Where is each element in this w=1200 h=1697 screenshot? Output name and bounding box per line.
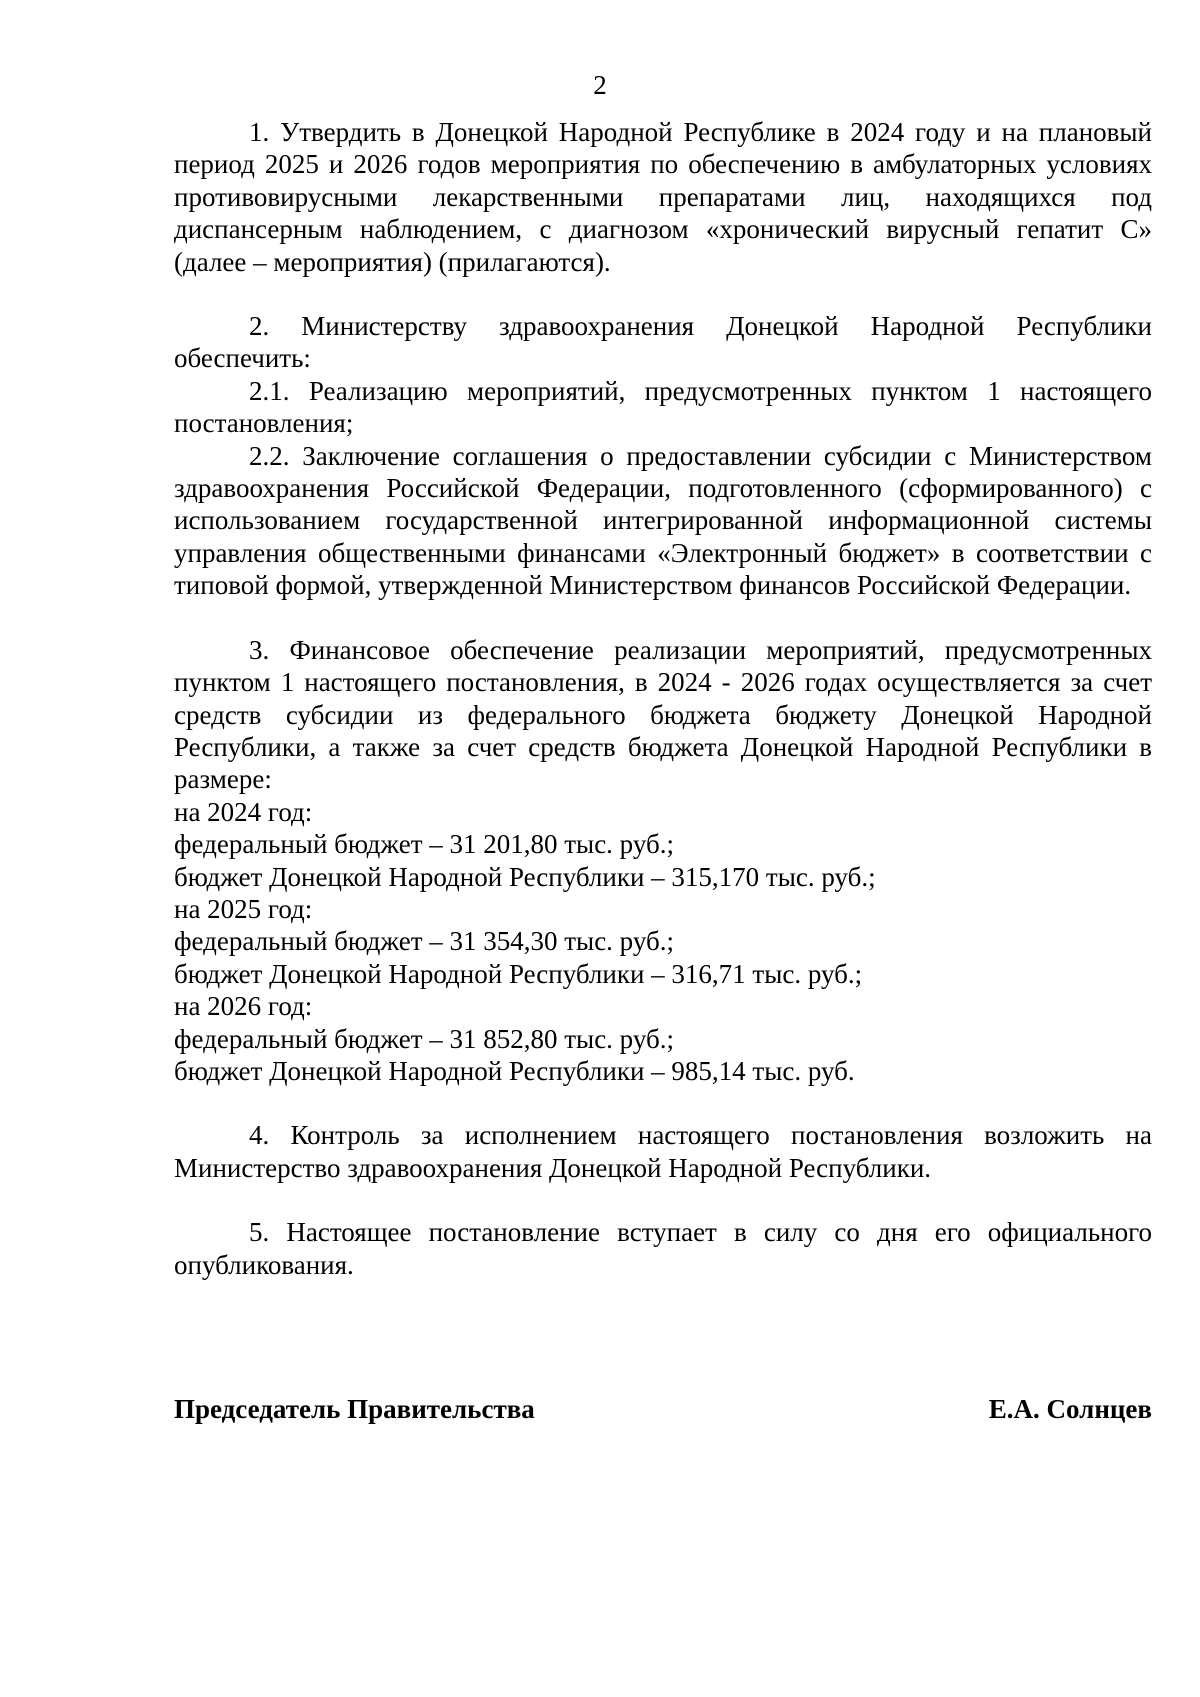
- item-5-paragraph: 5. Настоящее постановление вступает в силу со дня его официального опубликования.: [174, 1217, 1152, 1280]
- item-2-paragraph: 2. Министерству здравоохранения Донецкой Народной Республики обеспечить:: [174, 311, 1152, 374]
- funding-regional-2025: бюджет Донецкой Народной Республики – 316,71 тыс. руб.;: [174, 958, 863, 989]
- page-number: 2: [593, 70, 607, 100]
- item-3-paragraph: 3. Финансовое обеспечение реализации мероприятий, предусмотренных пунктом 1 настоящего постановления, в 2024 - 2026 годах осуществляется за счет средств субсидии из федерального бюджета бюджету Донецкой Народной Республики, а также за счет средств бюджета Донецкой Народной Республики в размере:: [174, 634, 1152, 795]
- funding-year-2024: на 2024 год:: [174, 796, 313, 827]
- funding-federal-2024: федеральный бюджет – 31 201,80 тыс. руб.;: [174, 829, 674, 860]
- funding-federal-2026: федеральный бюджет – 31 852,80 тыс. руб.;: [174, 1023, 674, 1054]
- item-2-1-paragraph: 2.1. Реализацию мероприятий, предусмотренных пунктом 1 настоящего постановления;: [174, 375, 1152, 439]
- paragraph-gap: [174, 278, 1152, 310]
- paragraph-gap: [174, 1184, 1152, 1216]
- item-1-paragraph: 1. Утвердить в Донецкой Народной Республике в 2024 году и на плановый период 2025 и 2026 годов мероприятия по обеспечению в амбулаторных условиях противовирусными лекарственными препаратами лиц, находящихся под диспансерным наблюдением, с диагнозом «хронический вирусный гепатит С» (далее – мероприятия) (прилагаются).: [174, 117, 1152, 277]
- signature-block: [174, 1393, 1152, 1425]
- paragraph-gap: [174, 1087, 1152, 1119]
- document-body: [174, 116, 1152, 1281]
- funding-federal-2025: федеральный бюджет – 31 354,30 тыс. руб.;: [174, 926, 674, 957]
- funding-regional-2026: бюджет Донецкой Народной Республики – 985,14 тыс. руб.: [174, 1055, 855, 1086]
- paragraph-gap: [174, 602, 1152, 634]
- signatory-name: Е.А. Солнцев: [988, 1394, 1152, 1424]
- funding-year-2025: на 2025 год:: [174, 893, 313, 924]
- signatory-position: Председатель Правительства: [174, 1394, 535, 1424]
- funding-regional-2024: бюджет Донецкой Народной Республики – 315,170 тыс. руб.;: [174, 861, 876, 892]
- item-4-paragraph: 4. Контроль за исполнением настоящего постановления возложить на Министерство здравоохранения Донецкой Народной Республики.: [174, 1120, 1152, 1183]
- item-2-2-paragraph: 2.2. Заключение соглашения о предоставлении субсидии с Министерством здравоохранения Российской Федерации, подготовленного (сформированного) с использованием государственной интегрированной информационной системы управления общественными финансами «Электронный бюджет» в соответствии с типовой формой, утвержденной Министерством финансов Российской Федерации.: [174, 440, 1152, 601]
- funding-year-2026: на 2026 год:: [174, 991, 313, 1022]
